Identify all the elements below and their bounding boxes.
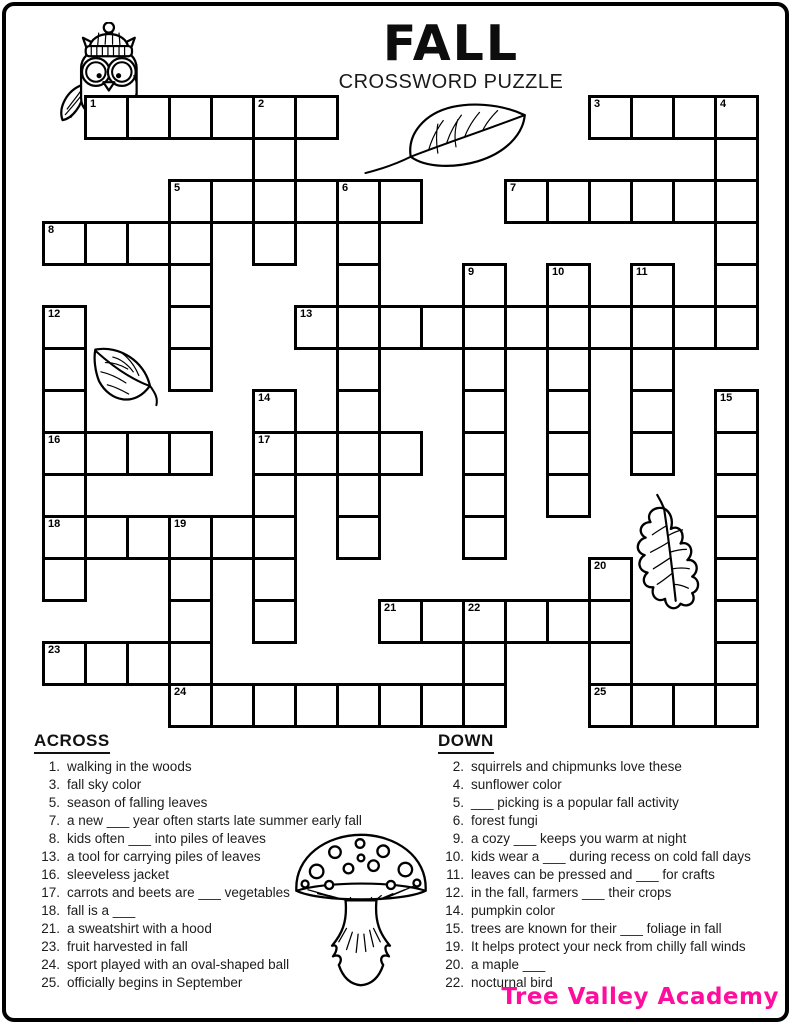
grid-cell[interactable] [294,305,339,350]
grid-cell[interactable] [42,347,87,392]
grid-cell[interactable] [336,179,381,224]
grid-cell[interactable] [462,641,507,686]
grid-cell[interactable] [546,347,591,392]
clue-number: 18. [41,903,60,918]
cell-number: 3 [594,98,601,110]
grid-cell[interactable] [252,473,297,518]
clue-item [438,812,783,830]
grid-cell[interactable] [546,473,591,518]
grid-cell[interactable] [630,389,675,434]
clue-text: nocturnal bird [471,975,553,990]
clue-number: 5. [452,795,464,810]
grid-cell[interactable] [588,599,633,644]
grid-cell[interactable] [588,305,633,350]
grid-cell[interactable] [588,95,633,140]
grid-cell[interactable] [42,431,87,476]
grid-cell[interactable] [546,599,591,644]
grid-cell[interactable] [252,179,297,224]
cell-number: 15 [720,392,733,404]
clue-text: squirrels and chipmunks love these [471,759,682,774]
clue-text: a tool for carrying piles of leaves [67,849,261,864]
title-block [338,15,564,94]
clue-text: walking in the woods [67,759,192,774]
grid-cell[interactable] [504,179,549,224]
clue-item [438,776,783,794]
grid-cell[interactable] [546,263,591,308]
grid-cell[interactable] [336,305,381,350]
oak-leaf-icon [628,492,704,630]
clue-number: 14. [445,903,464,918]
cell-number: 22 [468,602,481,614]
grid-cell[interactable] [42,389,87,434]
grid-cell[interactable] [336,263,381,308]
grid-cell[interactable] [336,347,381,392]
grid-cell[interactable] [714,263,759,308]
grid-cell[interactable] [42,221,87,266]
clue-number: 5. [48,795,60,810]
across-header: ACROSS [34,731,110,754]
grid-cell[interactable] [42,473,87,518]
grid-cell[interactable] [168,683,213,728]
grid-cell[interactable] [378,305,423,350]
clue-number: 9. [452,831,464,846]
grid-cell[interactable] [84,515,129,560]
grid-cell[interactable] [714,305,759,350]
clue-item [34,866,404,884]
grid-cell[interactable] [672,305,717,350]
clue-number: 11. [446,867,464,882]
grid-cell[interactable] [168,515,213,560]
grid-cell[interactable] [252,515,297,560]
grid-cell[interactable] [462,515,507,560]
clue-text: ___ picking is a popular fall activity [471,795,679,810]
clue-number: 25. [41,975,60,990]
clue-text: officially begins in September [67,975,243,990]
grid-cell[interactable] [252,431,297,476]
grid-cell[interactable] [336,515,381,560]
cell-number: 17 [258,434,271,446]
cell-number: 13 [300,308,313,320]
clue-number: 8. [48,831,60,846]
grid-cell[interactable] [42,305,87,350]
clue-item [438,938,783,956]
clue-number: 1. [48,759,60,774]
grid-cell[interactable] [714,515,759,560]
grid-cell[interactable] [210,179,255,224]
grid-cell[interactable] [714,473,759,518]
grid-cell[interactable] [714,179,759,224]
grid-cell[interactable] [630,683,675,728]
clue-text: season of falling leaves [67,795,208,810]
grid-cell[interactable] [420,599,465,644]
grid-cell[interactable] [294,683,339,728]
clue-text: forest fungi [471,813,538,828]
grid-cell[interactable] [462,263,507,308]
grid-cell[interactable] [168,305,213,350]
clue-text: sleeveless jacket [67,867,170,882]
grid-cell[interactable] [168,641,213,686]
grid-cell[interactable] [378,599,423,644]
clue-number: 2. [452,759,464,774]
grid-cell[interactable] [714,95,759,140]
clue-text: pumpkin color [471,903,556,918]
grid-cell[interactable] [462,431,507,476]
grid-cell[interactable] [714,389,759,434]
feather-leaf-icon [360,97,532,183]
grid-cell[interactable] [210,515,255,560]
clue-text: a cozy ___ keeps you warm at night [471,831,687,846]
brand-footer: Tree Valley Academy [501,984,779,1010]
clue-text: carrots and beets are ___ vegetables [67,885,290,900]
clue-number: 24. [41,957,60,972]
grid-cell[interactable] [714,641,759,686]
down-clue-list [438,758,783,992]
cell-number: 2 [258,98,265,110]
grid-cell[interactable] [336,221,381,266]
down-clues-section [438,731,783,992]
clue-item [34,938,404,956]
grid-cell[interactable] [168,599,213,644]
grid-cell[interactable] [42,557,87,602]
grid-cell[interactable] [672,95,717,140]
grid-cell[interactable] [252,221,297,266]
grid-cell[interactable] [420,305,465,350]
cell-number: 20 [594,560,607,572]
clue-item [34,902,404,920]
clue-item [34,956,404,974]
grid-cell[interactable] [378,179,423,224]
clue-number: 6. [452,813,464,828]
cell-number: 8 [48,224,55,236]
clue-text: trees are known for their ___ foliage in fall [471,921,722,936]
clue-item [34,830,404,848]
clue-number: 19. [445,939,464,954]
clue-text: sunflower color [471,777,562,792]
clue-text: kids wear a ___ during recess on cold fall days [471,849,751,864]
grid-cell[interactable] [630,347,675,392]
cell-number: 24 [174,686,187,698]
grid-cell[interactable] [462,683,507,728]
grid-cell[interactable] [546,431,591,476]
page-title: FALL [382,15,520,72]
across-clues-section [34,731,404,992]
grid-cell[interactable] [714,221,759,266]
clue-text: in the fall, farmers ___ their crops [471,885,672,900]
grid-cell[interactable] [546,389,591,434]
grid-cell[interactable] [84,431,129,476]
cell-number: 7 [510,182,517,194]
grid-cell[interactable] [336,683,381,728]
clue-item [34,920,404,938]
grid-cell[interactable] [630,179,675,224]
cell-number: 25 [594,686,607,698]
grid-cell[interactable] [672,683,717,728]
grid-cell[interactable] [714,599,759,644]
grid-cell[interactable] [588,641,633,686]
grid-cell[interactable] [126,515,171,560]
clue-number: 10. [445,849,464,864]
grid-cell[interactable] [294,431,339,476]
grid-cell[interactable] [462,473,507,518]
clue-item [438,956,783,974]
grid-cell[interactable] [252,389,297,434]
grid-cell[interactable] [294,95,339,140]
clue-item [34,758,404,776]
cell-number: 6 [342,182,349,194]
clue-item [34,884,404,902]
grid-cell[interactable] [168,347,213,392]
clue-text: a maple ___ [471,957,546,972]
clue-text: fruit harvested in fall [67,939,188,954]
clue-number: 12. [445,885,464,900]
clue-text: sport played with an oval-shaped ball [67,957,290,972]
clue-item [438,758,783,776]
grid-cell[interactable] [126,641,171,686]
grid-cell[interactable] [714,431,759,476]
grid-cell[interactable] [168,431,213,476]
grid-cell[interactable] [84,641,129,686]
clue-text: fall sky color [67,777,142,792]
grid-cell[interactable] [168,557,213,602]
clue-text: a sweatshirt with a hood [67,921,212,936]
grid-cell[interactable] [588,557,633,602]
cell-number: 4 [720,98,727,110]
clue-item [34,812,404,830]
clue-text: fall is a ___ [67,903,136,918]
grid-cell[interactable] [84,95,129,140]
clue-item [438,866,783,884]
clue-item [34,974,404,992]
grid-cell[interactable] [714,137,759,182]
clue-number: 22. [445,975,464,990]
cell-number: 14 [258,392,271,404]
clue-item [438,902,783,920]
cell-number: 18 [48,518,61,530]
clue-item [438,884,783,902]
clue-text: leaves can be pressed and ___ for crafts [471,867,715,882]
clue-number: 21. [41,921,60,936]
clue-text: It helps protect your neck from chilly fall winds [471,939,746,954]
grid-cell[interactable] [588,179,633,224]
grid-cell[interactable] [42,515,87,560]
clue-number: 20. [445,957,464,972]
cell-number: 12 [48,308,61,320]
grid-cell[interactable] [42,641,87,686]
clue-number: 3. [48,777,60,792]
grid-cell[interactable] [126,95,171,140]
grid-cell[interactable] [168,263,213,308]
grid-cell[interactable] [630,95,675,140]
cell-number: 11 [636,266,648,278]
grid-cell[interactable] [420,683,465,728]
cell-number: 21 [384,602,397,614]
cell-number: 1 [90,98,97,110]
grid-cell[interactable] [336,473,381,518]
grid-cell[interactable] [462,599,507,644]
birch-leaf-icon [87,344,161,420]
grid-cell[interactable] [714,683,759,728]
clue-item [438,848,783,866]
grid-cell[interactable] [294,179,339,224]
cell-number: 16 [48,434,61,446]
grid-cell[interactable] [252,95,297,140]
grid-cell[interactable] [378,431,423,476]
grid-cell[interactable] [168,179,213,224]
grid-cell[interactable] [168,221,213,266]
grid-cell[interactable] [126,221,171,266]
grid-cell[interactable] [252,137,297,182]
clue-item [438,920,783,938]
cell-number: 23 [48,644,61,656]
clue-number: 16. [41,867,60,882]
grid-cell[interactable] [462,305,507,350]
clue-item [438,794,783,812]
cell-number: 5 [174,182,181,194]
grid-cell[interactable] [210,95,255,140]
grid-cell[interactable] [126,431,171,476]
grid-cell[interactable] [630,305,675,350]
cell-number: 10 [552,266,565,278]
grid-cell[interactable] [252,599,297,644]
grid-cell[interactable] [630,431,675,476]
clue-number: 15. [445,921,464,936]
clue-number: 4. [452,777,464,792]
clue-item [438,830,783,848]
grid-cell[interactable] [462,347,507,392]
clue-item [34,776,404,794]
grid-cell[interactable] [336,389,381,434]
clue-number: 13. [41,849,60,864]
grid-cell[interactable] [714,557,759,602]
clue-item [34,848,404,866]
grid-cell[interactable] [378,683,423,728]
grid-cell[interactable] [210,683,255,728]
grid-cell[interactable] [630,263,675,308]
grid-cell[interactable] [504,305,549,350]
grid-cell[interactable] [84,221,129,266]
clue-text: kids often ___ into piles of leaves [67,831,266,846]
clue-text: a new ___ year often starts late summer early fall [67,813,362,828]
grid-cell[interactable] [168,95,213,140]
clue-number: 17. [41,885,60,900]
grid-cell[interactable] [504,599,549,644]
grid-cell[interactable] [672,179,717,224]
clue-item [34,794,404,812]
clue-number: 7. [48,813,60,828]
across-clue-list [34,758,404,992]
page-subtitle: CROSSWORD PUZZLE [338,71,564,93]
grid-cell[interactable] [588,683,633,728]
cell-number: 9 [468,266,475,278]
grid-cell[interactable] [462,389,507,434]
grid-cell[interactable] [252,683,297,728]
grid-cell[interactable] [252,557,297,602]
down-header: DOWN [438,731,494,754]
clue-number: 23. [41,939,60,954]
grid-cell[interactable] [336,431,381,476]
grid-cell[interactable] [546,305,591,350]
cell-number: 19 [174,518,187,530]
grid-cell[interactable] [546,179,591,224]
